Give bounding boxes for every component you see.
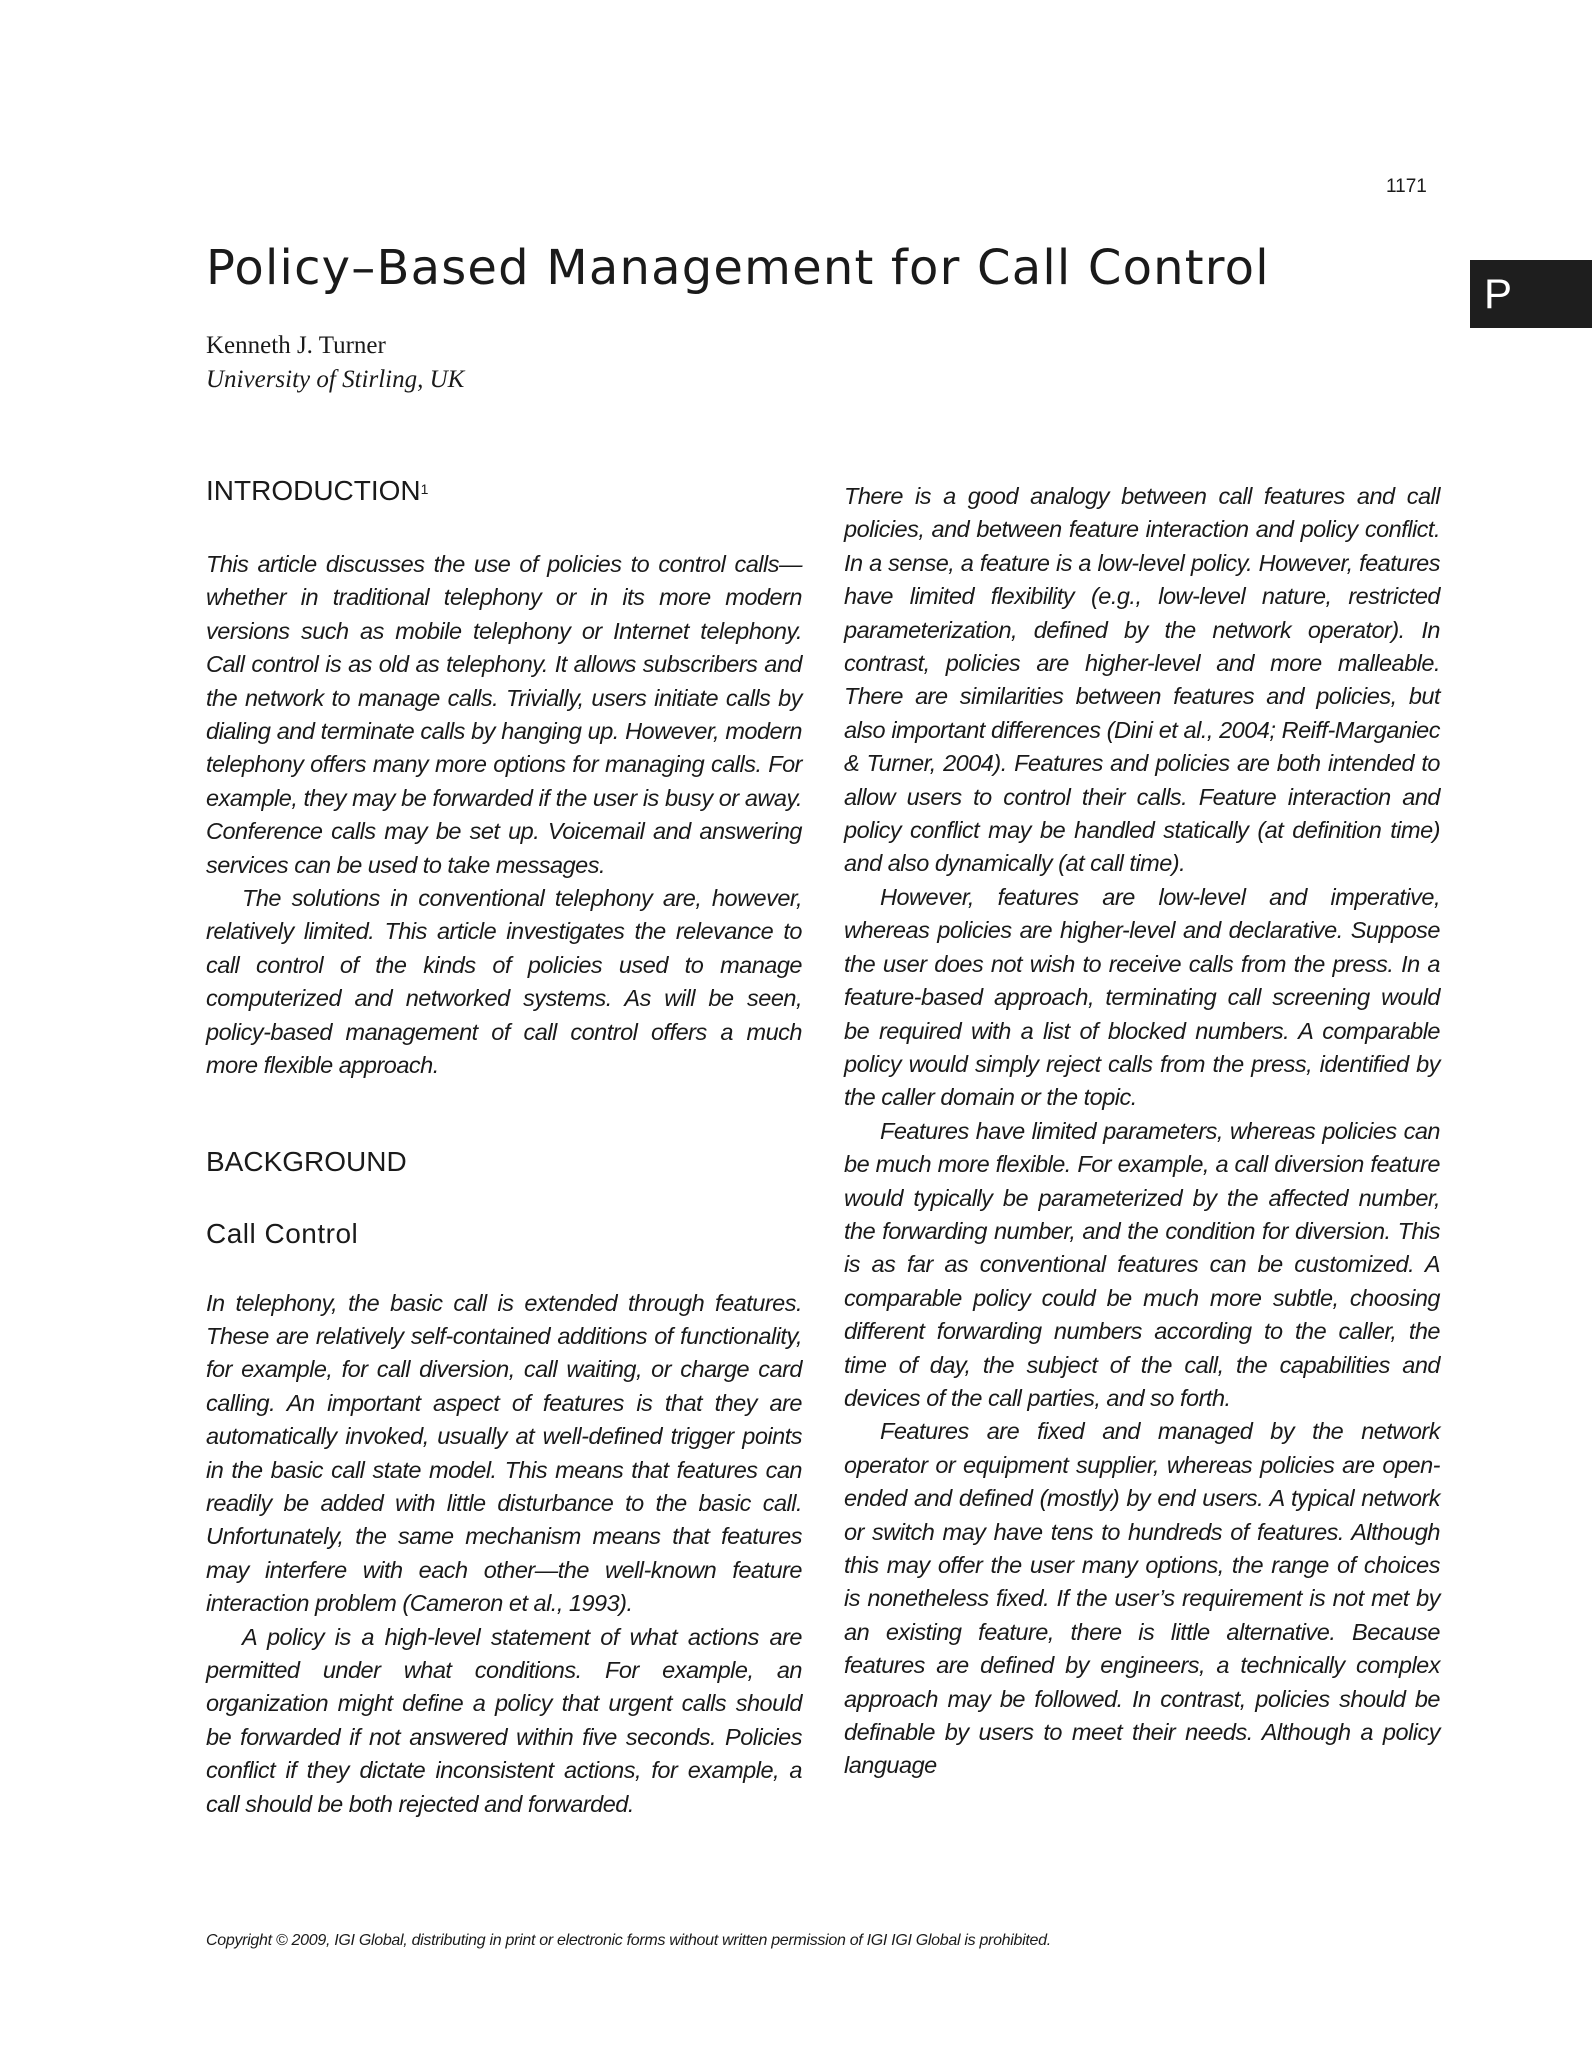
call-control-subheading: Call Control xyxy=(206,1217,359,1249)
background-heading: BACKGROUND xyxy=(206,1145,407,1177)
right-column xyxy=(844,480,1440,1783)
author-name: Kenneth J. Turner xyxy=(206,332,386,359)
article-title: Policy–Based Management for Call Control xyxy=(206,240,1270,296)
author-affiliation: University of Stirling, UK xyxy=(206,366,465,393)
right-paragraph-3: Features have limited parameters, whereas policies can be much more flexible. For example, a call diversion feature would typically be parameterized by the affected number, the forwarding number, and the condition for diversion. This is as far as conventional features can be customized. A comparable policy could be much more subtle, choosing different forwarding numbers according to the caller, the time of day, the subject of the call, the capabilities and devices of the call parties, and so forth. xyxy=(844,1117,1440,1411)
right-paragraph-4: Features are fixed and managed by the network operator or equipment supplier, whereas policies are open-ended and defined (mostly) by end users. A typical network or switch may have tens to hundreds of features. Although this may offer the user many options, the range of choices is nonetheless fixed. If the user’s requirement is not met by an existing feature, there is little alternative. Because features are defined by engineers, a technically complex approach may be followed. In contrast, policies should be definable by users to meet their needs. Although a policy language xyxy=(844,1418,1440,1779)
intro-paragraph-2: The solutions in conventional telephony are, however, relatively limited. This article investigates the relevance to call control of the kinds of policies used to manage computerized and networked systems. As will be seen, policy-based management of call control offers a much more flexible approach. xyxy=(206,885,802,1079)
introduction-heading-text: INTRODUCTION xyxy=(206,475,421,506)
left-column xyxy=(206,474,802,1821)
background-paragraph-2: A policy is a high-level statement of what actions are permitted under what conditions. For example, an organization might define a policy that urgent calls should be forwarded if not answered within five seconds. Policies conflict if they dictate inconsistent actions, for example, a call should be both rejected and forwarded. xyxy=(206,1623,802,1817)
copyright-notice: Copyright © 2009, IGI Global, distributing in print or electronic forms without written permission of IGI IGI Global is prohibited. xyxy=(206,1932,1051,1949)
introduction-heading xyxy=(206,474,802,508)
footnote-marker: 1 xyxy=(420,481,429,497)
background-paragraph-1: In telephony, the basic call is extended through features. These are relatively self-contained additions of functionality, for example, for call diversion, call waiting, or charge card calling. An important aspect of features is that they are automatically invoked, usually at well-defined trigger points in the basic call state model. This means that features can readily be added with little disturbance to the basic call. Unfortunately, the same mechanism means that features may interfere with each other—the well-known feature interaction problem (Cameron et al., 1993). xyxy=(206,1289,802,1617)
right-paragraph-1: There is a good analogy between call features and call policies, and between feature interaction and policy conflict. In a sense, a feature is a low-level policy. However, features have limited flexibility (e.g., low-level nature, restricted parameterization, defined by the network operator). In contrast, policies are higher-level and more malleable. There are similarities between features and policies, but also important differences (Dini et al., 2004; Reiff-Marganiec & Turner, 2004). Features and policies are both intended to allow users to control their calls. Feature interaction and policy conflict may be handled statically (at definition time) and also dynamically (at call time). xyxy=(844,483,1440,877)
right-paragraph-2: However, features are low-level and imperative, whereas policies are higher-level and declarative. Suppose the user does not wish to receive calls from the press. In a feature-based approach, terminating call screening would be required with a list of blocked numbers. A comparable policy would simply reject calls from the press, identified by the caller domain or the topic. xyxy=(844,883,1440,1111)
intro-paragraph-1: This article discusses the use of policies to control calls—whether in traditional telephony or in its more modern versions such as mobile telephony or Internet telephony. Call control is as old as telephony. It allows subscribers and the network to manage calls. Trivially, users initiate calls by dialing and terminate calls by hanging up. However, modern telephony offers many more options for managing calls. For example, they may be forwarded if the user is busy or away. Conference calls may be set up. Voicemail and answering services can be used to take messages. xyxy=(206,551,802,878)
section-tab-marker: P xyxy=(1470,260,1592,328)
page-number: 1171 xyxy=(1386,176,1427,197)
